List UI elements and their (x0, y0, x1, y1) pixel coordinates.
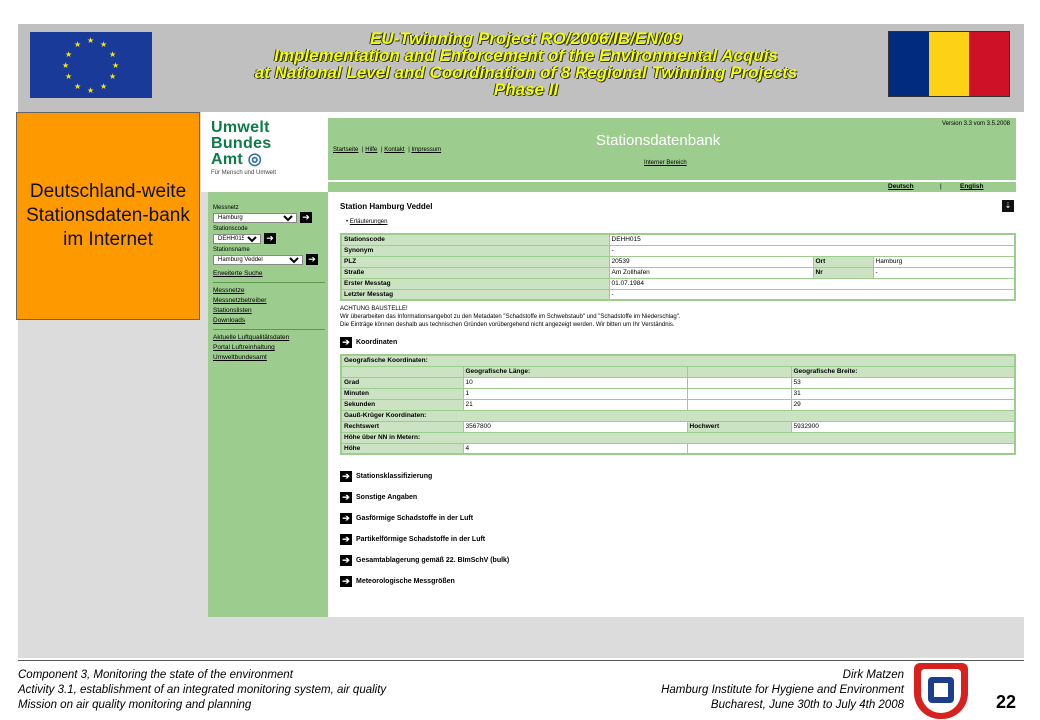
nav-link-messnetze[interactable]: Messnetze (213, 287, 245, 294)
table-row: Erster Messtag 01.07.1984 (341, 278, 1015, 289)
title-line-4: Phase II (493, 80, 559, 99)
erlaeuterungen-link[interactable]: Erläuterungen (349, 219, 388, 225)
warning-text: ACHTUNG BAUSTELLE! Wir überarbeiten das Informationsangebot zu den Metadaten "Schadstoffe im Schwebstaub" und "Schadstoffe im Niederschlag". Die Einträge können deshalb aus technischen Gründen vorübergehend nicht angezeigt werden. Wir bitten um Ihr Verständnis. (340, 306, 681, 328)
nav-link-downloads[interactable]: Downloads (213, 317, 246, 324)
stationsname-go-arrow-icon[interactable]: ➔ (306, 254, 318, 265)
website-screenshot (201, 112, 1024, 617)
header-band (18, 24, 1024, 112)
site-title: Stationsdatenbank (596, 132, 721, 149)
table-row: Rechtswert 3567800 Hochwert 5932900 (341, 421, 1015, 432)
arrow-right-icon: ➔ (340, 534, 352, 545)
nav-link-uba[interactable]: Umweltbundesamt (213, 354, 267, 361)
arrow-right-icon: ➔ (340, 513, 352, 524)
table-row: Höhe über NN in Metern: (341, 432, 1015, 443)
footer-divider (18, 660, 1024, 661)
nav-link-messnetzbetreiber[interactable]: Messnetzbetreiber (213, 297, 267, 304)
site-header (328, 118, 1016, 180)
title-line-2: Implementation and Enforcement of the Environmental Acquis (274, 46, 778, 65)
link-impressum[interactable]: Impressum (411, 147, 442, 153)
institute-logo-icon (914, 663, 968, 719)
print-icon[interactable]: ⇣ (1002, 200, 1014, 212)
messnetz-go-arrow-icon[interactable]: ➔ (300, 212, 312, 223)
label-box: Deutschland-weite Stationsdaten-bank im Internet (16, 112, 200, 320)
table-row: Gauß-Krüger Koordinaten: (341, 410, 1015, 421)
internal-area-link[interactable]: Interner Bereich (644, 160, 687, 166)
section-meteorologische[interactable]: ➔ Meteorologische Messgrößen (340, 576, 1016, 587)
header-titles (168, 30, 884, 98)
table-row: Geografische Länge: Geografische Breite: (341, 366, 1015, 377)
table-row: Letzter Messtag - (341, 289, 1015, 300)
title-line-3: at National Level and Coordination of 8 Regional Twinning Projects (254, 63, 798, 82)
section-gesamtablagerung[interactable]: ➔ Gesamtablagerung gemäß 22. BImSchV (bulk) (340, 555, 1016, 566)
nav-link-portal[interactable]: Portal Luftreinhaltung (213, 344, 275, 351)
stationscode-select[interactable] (213, 234, 261, 244)
table-row: Synonym - (341, 245, 1015, 256)
arrow-right-icon: ➔ (340, 337, 352, 348)
coordinates-table (340, 354, 1016, 455)
sidebar-nav: Messnetz Hamburg ➔ Stationscode DEHH015 ➔ Stationsname Hamburg Veddel ➔ Erweiterte Suche Messnetze Messnetzbetreiber Stationslisten Downloads Aktuelle Luftqualitätsdaten Portal Luftreinhaltung Umweltbundesamt (213, 202, 325, 363)
romania-flag-icon (888, 31, 1010, 97)
lang-deutsch[interactable]: Deutsch (888, 183, 914, 190)
footer-left: Component 3, Monitoring the state of the environment Activity 3.1, establishment of an integrated monitoring system, air quality Mission on air quality monitoring and planning (18, 669, 387, 711)
section-gasfoermige[interactable]: ➔ Gasförmige Schadstoffe in der Luft (340, 513, 1016, 524)
arrow-right-icon: ➔ (340, 471, 352, 482)
language-bar: Deutsch | English (328, 180, 1016, 192)
title-line-1: EU-Twinning Project RO/2006/IB/EN/09 (369, 29, 683, 48)
link-hilfe[interactable]: Hilfe (365, 147, 378, 153)
section-stationsklassifizierung[interactable]: ➔ Stationsklassifizierung (340, 471, 1016, 482)
station-content: ⇣ Station Hamburg Veddel • Erläuterungen Stationscode DEHH015 Synonym - PLZ 20539 Ort Hamburg Straße Am Zollhafen Nr - Erster Messtag 01.07.1984 Letzter Messtag - ACHTUNG BAUSTELLE! Wir überarbeiten das Informationsangebot zu den Metadaten "Schadstoffe im Schwebstaub" und "Schadstoffe im Niederschlag". Die Einträge können deshalb aus technischen Gründen vorübergehend nicht angezeigt werden. Wir bitten um Ihr Verständnis. ➔ Koordinaten Geografische Koordinaten: Geografische Länge: Geografische Breite: Grad 10 53 Minuten 1 31 Sekunden 21 29 Gauß-Krüger Koordinaten: Rechtswert 3567800 Hochwert 5932900 Höhe über NN in Metern: Höhe 4 ➔ Stationsklassifizierung ➔ Sonstige Angaben ➔ Gasförmige Schadstoffe in der Luft ➔ Partikelförmige Schadstoffe in der Luft ➔ Gesamtablagerung gemäß 22. BImSchV (bulk) ➔ Meteorologische Messgrößen (340, 198, 1016, 587)
table-row: Grad 10 53 (341, 377, 1015, 388)
link-kontakt[interactable]: Kontakt (384, 147, 405, 153)
globe-icon: ◎ (247, 151, 263, 168)
table-row: Geografische Koordinaten: (341, 355, 1015, 366)
version-text: Version 3.3 vom 3.5.2008 (941, 121, 1010, 127)
station-table (340, 233, 1016, 301)
link-startseite[interactable]: Startseite (333, 147, 359, 153)
table-row: Stationscode DEHH015 (341, 234, 1015, 245)
table-row: Minuten 1 31 (341, 388, 1015, 399)
stationscode-go-arrow-icon[interactable]: ➔ (264, 233, 276, 244)
page-number: 22 (996, 692, 1017, 712)
section-partikelfoermige[interactable]: ➔ Partikelförmige Schadstoffe in der Luft (340, 534, 1016, 545)
arrow-right-icon: ➔ (340, 555, 352, 566)
table-row: Straße Am Zollhafen Nr - (341, 267, 1015, 278)
lang-english[interactable]: English (960, 183, 984, 190)
station-title: Station Hamburg Veddel (340, 202, 433, 211)
top-links: Startseite | Hilfe | Kontakt | Impressum (333, 147, 442, 153)
nav-link-luftqualitaet[interactable]: Aktuelle Luftqualitätsdaten (213, 334, 290, 341)
arrow-right-icon: ➔ (340, 576, 352, 587)
stationsname-select[interactable] (213, 255, 303, 265)
uba-logo: Umwelt Bundes Amt ◎ Für Mensch und Umwelt (211, 120, 327, 192)
table-row: Sekunden 21 29 (341, 399, 1015, 410)
messnetz-select[interactable] (213, 213, 297, 223)
table-row: Höhe 4 (341, 443, 1015, 454)
extended-search-link[interactable]: Erweiterte Suche (213, 270, 263, 277)
table-row: PLZ 20539 Ort Hamburg (341, 256, 1015, 267)
arrow-right-icon: ➔ (340, 492, 352, 503)
koordinaten-section[interactable]: ➔ Koordinaten (340, 337, 1016, 348)
nav-link-stationslisten[interactable]: Stationslisten (213, 307, 252, 314)
section-sonstige-angaben[interactable]: ➔ Sonstige Angaben (340, 492, 1016, 503)
section-list (340, 471, 1016, 587)
eu-flag-icon: ★ ★ ★ ★ ★ ★ ★ ★ ★ ★ ★ ★ (30, 32, 152, 98)
footer-right: Dirk Matzen Hamburg Institute for Hygiene and Environment Bucharest, June 30th to July 4th 2008 (661, 669, 904, 711)
